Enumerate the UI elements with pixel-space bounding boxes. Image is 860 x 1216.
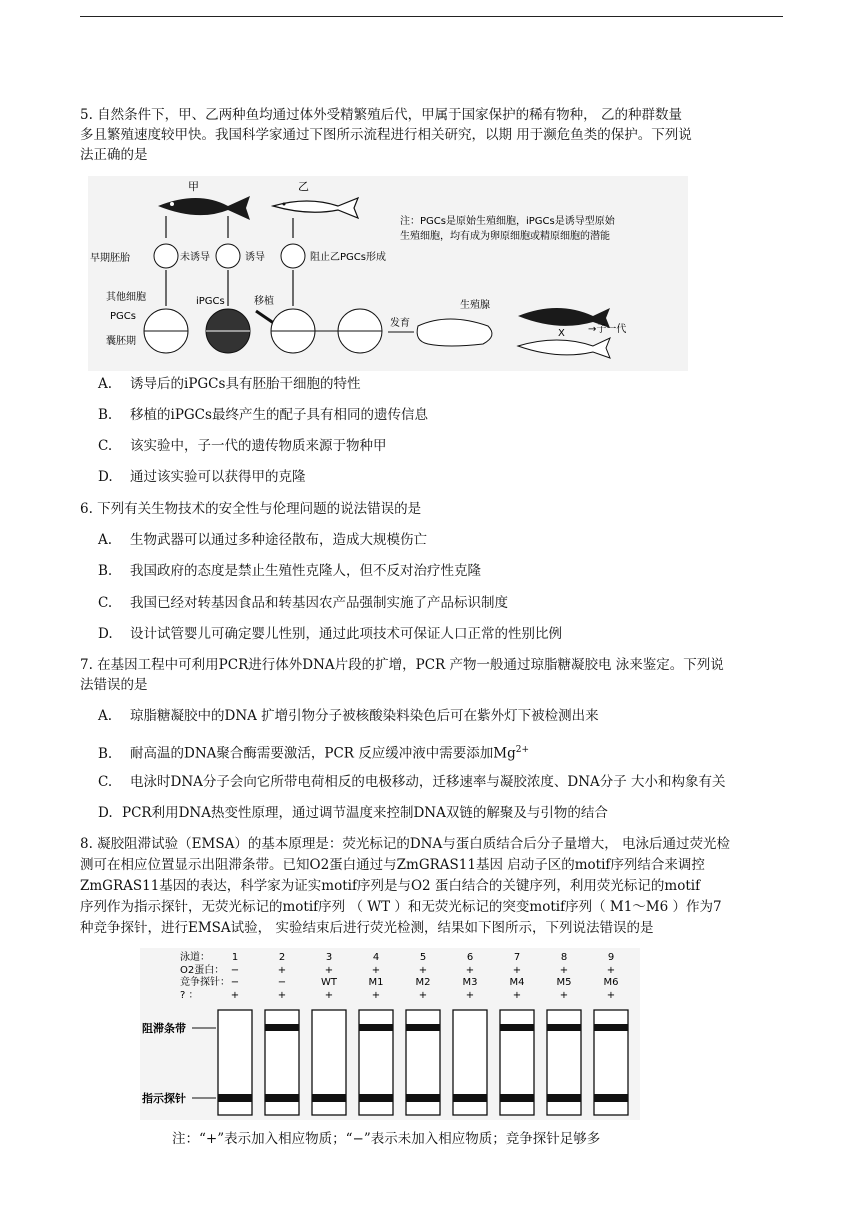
probe-band [453, 1094, 487, 1102]
q5-option-a[interactable] [98, 375, 360, 393]
option-text: 移植的iPGCs最终产生的配子具有相同的遗传信息 [130, 407, 428, 423]
q5-stem-line1: 5. 自然条件下，甲、乙两种鱼均通过体外受精繁殖后代，甲属于国家保护的稀有物种， 乙的种群数量 [80, 107, 682, 123]
q8-stem-line1: 8. 凝胶阻滞试验（EMSA）的基本原理是：荧光标记的DNA与蛋白质结合后分子量增大， 电泳后通过荧光检 [80, 836, 731, 852]
option-key: D. [98, 626, 113, 642]
gel-unknown-cell: + [371, 990, 381, 1001]
probe-band [312, 1094, 346, 1102]
option-key: C. [98, 774, 113, 790]
option-text: 诱导后的iPGCs具有胚胎干细胞的特性 [130, 376, 361, 392]
probe-band [406, 1094, 440, 1102]
option-text: 我国已经对转基因食品和转基因农产品强制实施了产品标识制度 [130, 595, 508, 611]
cross-label: X [558, 328, 565, 339]
option-key: C. [98, 438, 113, 454]
option-text: 我国政府的态度是禁止生殖性克隆人，但不反对治疗性克隆 [130, 563, 481, 579]
option-text: 通过该实验可以获得甲的克隆 [130, 469, 306, 485]
option-text: PCR利用DNA热变性原理，通过调节温度来控制DNA双链的解聚及与引物的结合 [122, 805, 608, 821]
q7-option-b[interactable] [98, 741, 529, 763]
gel-competitor-cell: M5 [556, 977, 572, 988]
q6-stem: 6. 下列有关生物技术的安全性与伦理问题的说法错误的是 [80, 501, 422, 517]
gel-competitor-cell: M1 [368, 977, 384, 988]
embryo-induced-icon [216, 244, 240, 268]
gel-lanes-cell: 6 [466, 952, 474, 963]
gel-unknown-cell: + [559, 990, 569, 1001]
gel-lanes-cell: 2 [278, 952, 286, 963]
gel-competitor-cell: M4 [509, 977, 525, 988]
probe-band [594, 1094, 628, 1102]
q5-option-d[interactable] [98, 468, 306, 486]
probe-band-label: 指示探针 [142, 1092, 186, 1105]
q5-option-c[interactable] [98, 437, 387, 455]
not-induced-label: 未诱导 [180, 252, 210, 263]
gel-o2-cell: + [371, 965, 381, 976]
q6-option-c[interactable] [98, 594, 508, 612]
option-text: 电泳时DNA分子会向它所带电荷相反的电极移动，迁移速率与凝胶浓度、DNA分子 大小和构象有关 [130, 774, 726, 790]
gel-lanes-cell: 7 [513, 952, 521, 963]
superscript: 2+ [515, 745, 529, 755]
option-text: 琼脂糖凝胶中的DNA 扩增引物分子被核酸染料染色后可在紫外灯下被检测出来 [130, 708, 599, 724]
gel-unknown-cell: + [324, 990, 334, 1001]
gel-lanes-cell: 9 [607, 952, 615, 963]
probe-band [218, 1094, 252, 1102]
gel-o2-cell: + [277, 965, 287, 976]
option-text: 设计试管婴儿可确定婴儿性别，通过此项技术可保证人口正常的性别比例 [130, 626, 562, 642]
option-key: D. [98, 469, 113, 485]
shift-band [547, 1024, 581, 1031]
gel-lanes-cell: 5 [419, 952, 427, 963]
early-embryo-label: 早期胚胎 [90, 253, 130, 264]
gel-row-label: ? ： [180, 990, 199, 1001]
gel-o2-cell: + [324, 965, 334, 976]
q7-option-c[interactable] [98, 773, 726, 791]
gel-unknown-cell: + [606, 990, 616, 1001]
fig-note-line2: 生殖细胞，均有成为卵原细胞或精原细胞的潜能 [400, 231, 610, 242]
q7-option-a[interactable] [98, 707, 599, 725]
probe-band [547, 1094, 581, 1102]
gel-unknown-cell: + [230, 990, 240, 1001]
q5-option-b[interactable] [98, 406, 428, 424]
embryo-not-induced-icon [154, 244, 178, 268]
option-key: D. [98, 805, 113, 821]
gel-competitor-cell: − [230, 977, 240, 988]
shift-band [594, 1024, 628, 1031]
q5-stem-line3: 法正确的是 [80, 147, 148, 163]
gel-row-label: 泳道： [180, 952, 210, 963]
probe-band [500, 1094, 534, 1102]
q7-stem-line2: 法错误的是 [80, 677, 148, 693]
ipgcs-label: iPGCs [196, 296, 225, 307]
gel-competitor-cell: − [277, 977, 287, 988]
q8-stem-line3: ZmGRAS11基因的表达，科学家为证实motif序列是与O2 蛋白结合的关键序列，利用荧光标记的motif [80, 878, 701, 894]
emsa-gel-figure [140, 948, 640, 1120]
blastula-label: 囊胚期 [106, 336, 136, 347]
gel-lanes-cell: 4 [372, 952, 380, 963]
shift-band [265, 1024, 299, 1031]
probe-band [359, 1094, 393, 1102]
gonad-label: 生殖腺 [460, 300, 490, 311]
gel-o2-cell: + [559, 965, 569, 976]
gel-o2-cell: − [230, 965, 240, 976]
fish-a-label: 甲 [188, 180, 199, 193]
probe-band [265, 1094, 299, 1102]
option-key: B. [98, 745, 113, 762]
gel-o2-cell: + [512, 965, 522, 976]
gel-lanes-cell: 3 [325, 952, 333, 963]
q7-stem-line1: 7. 在基因工程中可利用PCR进行体外DNA片段的扩增，PCR 产物一般通过琼脂糖凝胶电 泳来鉴定。下列说 [80, 657, 724, 673]
induced-label: 诱导 [245, 252, 265, 263]
shift-band-label: 阻滞条带 [142, 1022, 186, 1035]
transplant-label: 移植 [254, 296, 274, 307]
gel-lanes-cell: 8 [560, 952, 568, 963]
gel-unknown-cell: + [512, 990, 522, 1001]
q6-option-b[interactable] [98, 562, 481, 580]
q6-option-a[interactable] [98, 531, 427, 549]
option-text: 耐高温的DNA聚合酶需要激活，PCR 反应缓冲液中需要添加Mg [130, 745, 516, 762]
option-text: 生物武器可以通过多种途径散布，造成大规模伤亡 [130, 532, 427, 548]
develop-label: 发育 [390, 318, 410, 329]
option-key: A. [98, 532, 113, 548]
gel-o2-cell: + [606, 965, 616, 976]
option-key: A. [98, 708, 113, 724]
q7-option-d[interactable] [98, 804, 608, 822]
pgcs-label: PGCs [110, 311, 136, 322]
gel-lanes-cell: 1 [231, 952, 239, 963]
block-pgcs-label: 阻止乙PGCs形成 [310, 252, 386, 263]
q8-stem-line2: 测可在相应位置显示出阻滞条带。已知O2蛋白通过与ZmGRAS11基因 启动子区的motif序列结合来调控 [80, 857, 705, 873]
q5-flow-figure [88, 176, 688, 371]
fish-b-label: 乙 [298, 180, 309, 193]
option-key: B. [98, 407, 113, 423]
gel-competitor-cell: M3 [462, 977, 478, 988]
gel-row-label: O2蛋白： [180, 965, 225, 976]
offspring-label: →子一代 [588, 324, 627, 335]
fig-note-line1: 注：PGCs是原始生殖细胞，iPGCs是诱导型原始 [400, 216, 615, 227]
q6-option-d[interactable] [98, 625, 562, 643]
shift-band [359, 1024, 393, 1031]
q8-stem-line5: 种竞争探针，进行EMSA试验， 实验结束后进行荧光检测，结果如下图所示，下列说法错误的是 [80, 920, 654, 936]
gel-unknown-cell: + [418, 990, 428, 1001]
embryo-blocked-icon [281, 244, 305, 268]
shift-band [500, 1024, 534, 1031]
gel-competitor-cell: M6 [603, 977, 619, 988]
header-rule [80, 16, 783, 17]
option-key: B. [98, 563, 113, 579]
gel-o2-cell: + [465, 965, 475, 976]
option-key: C. [98, 595, 113, 611]
gel-row-label: 竞争探针： [180, 977, 230, 988]
other-cells-label: 其他细胞 [106, 292, 146, 303]
gel-unknown-cell: + [277, 990, 287, 1001]
gel-note: 注：“+”表示加入相应物质；“−”表示未加入相应物质；竞争探针足够多 [172, 1131, 601, 1147]
gel-unknown-cell: + [465, 990, 475, 1001]
q5-stem-line2: 多且繁殖速度较甲快。我国科学家通过下图所示流程进行相关研究，以期 用于濒危鱼类的保护。下列说 [80, 127, 692, 143]
option-text: 该实验中，子一代的遗传物质来源于物种甲 [130, 438, 387, 454]
gel-competitor-cell: WT [321, 977, 337, 988]
q8-stem-line4: 序列作为指示探针，无荧光标记的motif序列 （ WT ）和无荧光标记的突变motif序列（ M1～M6 ）作为7 [80, 899, 722, 915]
option-key: A. [98, 376, 113, 392]
gel-o2-cell: + [418, 965, 428, 976]
shift-band [406, 1024, 440, 1031]
gel-competitor-cell: M2 [415, 977, 431, 988]
